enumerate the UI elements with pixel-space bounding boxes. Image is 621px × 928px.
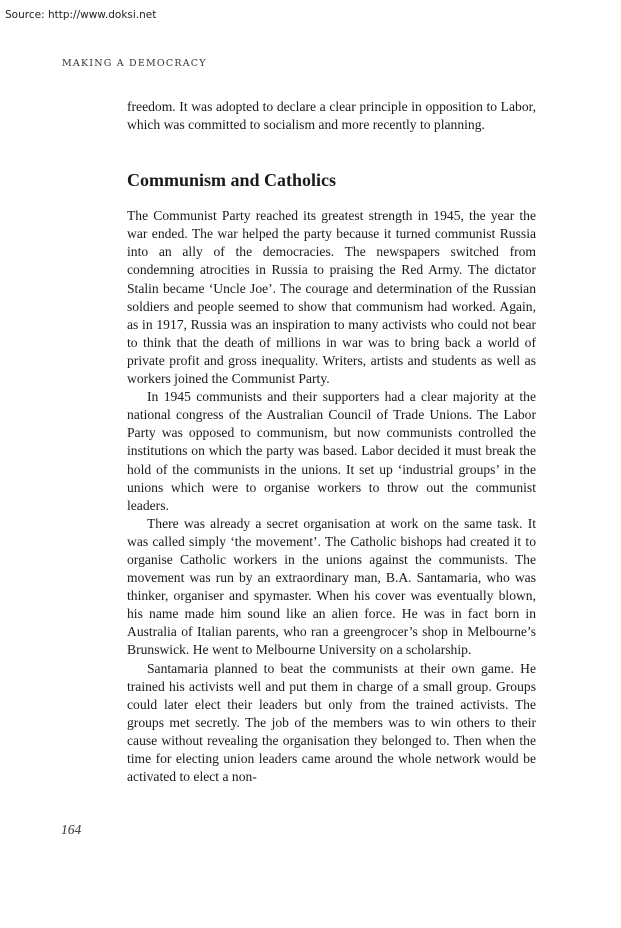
body-paragraph: Santamaria planned to beat the communists at their own game. He trained his activists well and put them in charge of a small group. Groups could later elect their leaders but only from the trained activists. The groups met secretly. The job of the members was to win others to their cause without revealing the organisation they belonged to. Then when the time for electing union leaders came around the whole network would be activated to elect a non- [127,660,536,785]
source-label: Source: http://www.doksi.net [5,9,157,21]
section-title: Communism and Catholics [127,170,337,191]
carryover-paragraph: freedom. It was adopted to declare a clear principle in opposition to Labor, which was committed to socialism and more recently to planning. [127,99,536,133]
body-paragraph: There was already a secret organisation at work on the same task. It was called simply ‘the movement’. The Catholic bishops had created it to organise Catholic workers in the unions against the communists. The movement was run by an extraordinary man, B.A. Santamaria, who was thinker, organiser and spymaster. When his cover was eventually blown, his name made him sound like an alien force. He was in fact born in Australia of Italian parents, who ran a greengrocer’s shop in Melbourne’s Brunswick. He went to Melbourne University on a scholarship. [127,515,536,658]
page-body [127,98,536,786]
page-number: 164 [61,822,82,837]
running-head: MAKING A DEMOCRACY [62,58,207,69]
body-paragraph: In 1945 communists and their supporters had a clear majority at the national congress of the Australian Council of Trade Unions. The Labor Party was opposed to communism, but now communists controlled the institutions on which the party was based. Labor decided it must break the hold of the communists in the unions. It set up ‘industrial groups’ in the unions which were to organise workers to throw out the communist leaders. [127,389,536,513]
body-paragraph: The Communist Party reached its greatest strength in 1945, the year the war ended. The war helped the party because it turned communist Russia into an ally of the democracies. The newspapers switched from condemning atrocities in Russia to praising the Red Army. The dictator Stalin became ‘Uncle Joe’. The courage and determination of the Russian soldiers and people seemed to show that communism had worked. Again, as in 1917, Russia was an inspiration to many activists who could not bear to think that the death of millions in war was to bring back a world of private profit and gross inequality. Writers, artists and students as well as workers joined the Communist Party. [127,208,536,387]
